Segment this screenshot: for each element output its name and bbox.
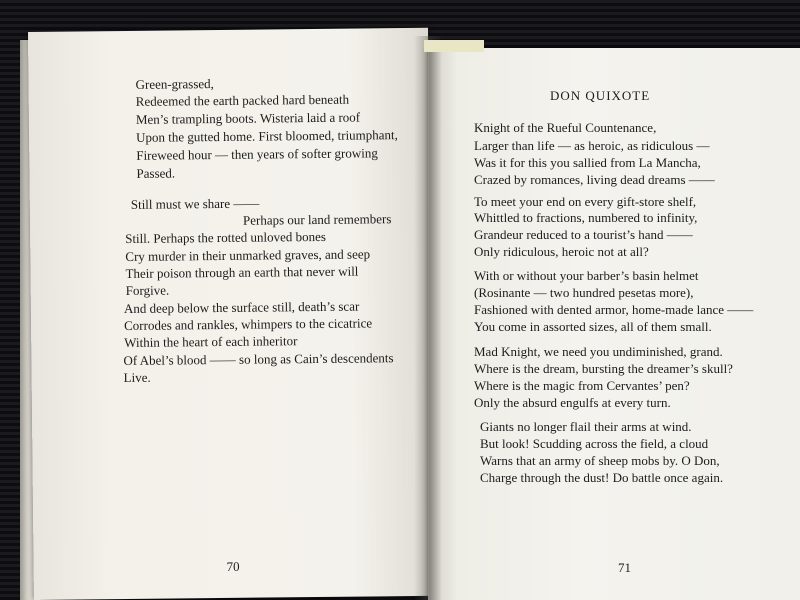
poem-line: Larger than life — as heroic, as ridiculous — bbox=[474, 138, 710, 153]
poem-line: And deep below the surface still, death’s scar bbox=[123, 298, 360, 317]
poem-line: (Rosinante — two hundred pesetas more), bbox=[474, 285, 694, 300]
poem-line: You come in assorted sizes, all of them small. bbox=[474, 319, 712, 334]
poem-line: Men’s trampling boots. Wisteria laid a roof bbox=[135, 109, 361, 127]
poem-line: Was it for this you sallied from La Mancha, bbox=[474, 155, 701, 170]
cover-edge bbox=[424, 40, 484, 52]
poem-line: Passed. bbox=[136, 165, 176, 181]
poem-line: Still. Perhaps the rotted unloved bones bbox=[125, 228, 327, 246]
poem-line: Where is the dream, bursting the dreamer’s skull? bbox=[474, 361, 733, 376]
poem-line: With or without your barber’s basin helmet bbox=[474, 268, 699, 283]
poem-line: Knight of the Rueful Countenance, bbox=[474, 120, 657, 135]
right-page bbox=[428, 48, 800, 600]
page-number: 71 bbox=[618, 560, 631, 575]
poem-line: Fireweed hour — then years of softer growing bbox=[136, 145, 378, 163]
poem-title: DON QUIXOTE bbox=[550, 88, 651, 103]
poem-line: Upon the gutted home. First bloomed, triumphant, bbox=[136, 127, 398, 145]
poem-line: Cry murder in their unmarked graves, and seep bbox=[125, 246, 371, 264]
left-page bbox=[28, 28, 434, 600]
poem-line: But look! Scudding across the field, a cloud bbox=[480, 436, 709, 451]
poem-line: Still must we share —— bbox=[130, 195, 260, 212]
poem-line: Perhaps our land remembers bbox=[242, 211, 392, 228]
poem-line: Only the absurd engulfs at every turn. bbox=[474, 395, 671, 410]
poem-line: Forgive. bbox=[125, 282, 170, 298]
page-number: 70 bbox=[226, 558, 240, 574]
poem-line: Giants no longer flail their arms at wind. bbox=[480, 419, 692, 434]
poem-line: Their poison through an earth that never will bbox=[125, 263, 359, 281]
poem-line: Whittled to fractions, numbered to infinity, bbox=[474, 210, 698, 225]
poem-line: Charge through the dust! Do battle once again. bbox=[480, 470, 724, 485]
poem-line: Corrodes and rankles, whimpers to the cicatrice bbox=[124, 315, 373, 334]
poem-line: Mad Knight, we need you undiminished, grand. bbox=[474, 344, 723, 359]
poem-line: Only ridiculous, heroic not at all? bbox=[474, 244, 649, 259]
poem-line: Where is the magic from Cervantes’ pen? bbox=[474, 378, 690, 393]
poem-line: Within the heart of each inheritor bbox=[124, 333, 298, 351]
poem-line: Warns that an army of sheep mobs by. O Don, bbox=[480, 453, 720, 468]
poem-line: Of Abel’s blood —— so long as Cain’s descendents bbox=[123, 350, 394, 369]
poem-line: To meet your end on every gift-store shelf, bbox=[474, 194, 697, 209]
poem-line: Green-grassed, bbox=[135, 76, 214, 92]
poem-line: Live. bbox=[123, 369, 151, 386]
book-gutter bbox=[414, 36, 442, 600]
poem-line: Grandeur reduced to a tourist’s hand —— bbox=[474, 227, 693, 242]
poem-line: Redeemed the earth packed hard beneath bbox=[135, 91, 350, 109]
poem-line: Fashioned with dented armor, home-made lance —— bbox=[474, 302, 754, 317]
poem-line: Crazed by romances, living dead dreams —— bbox=[474, 172, 715, 187]
